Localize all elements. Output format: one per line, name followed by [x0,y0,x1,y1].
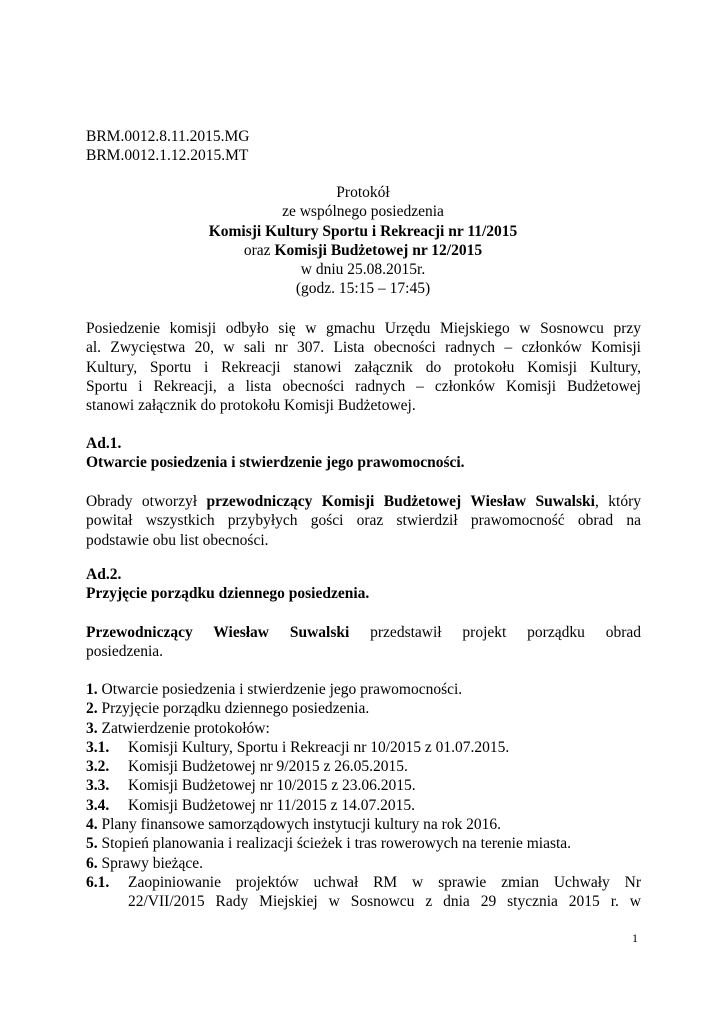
agenda-item [86,854,641,873]
reference-numbers [86,127,249,166]
title-line: ze wspólnego posiedzenia [282,203,444,221]
agenda-item [86,680,641,699]
paragraph-line: al. Zwycięstwa 20, w sali nr 307. Lista obecności radnych – członków Komisji [86,339,641,357]
agenda-number: 3.3. [86,777,110,795]
reference-number: BRM.0012.1.12.2015.MT [86,147,249,165]
text-span: przedstawił projekt porządku obrad [349,624,641,641]
agenda-subitem [86,873,641,912]
agenda-number: 4. [86,816,98,834]
ad2-paragraph [86,623,641,662]
agenda-text: Komisji Kultury, Sportu i Rekreacji nr 10/2015 z 01.07.2015. [128,738,510,756]
agenda-subitem [86,776,641,795]
paragraph-line: Posiedzenie komisji odbyło się w gmachu Urzędu Miejskiego w Sosnowcu przy [86,320,641,337]
agenda-list [86,680,641,912]
paragraph-line [86,623,641,642]
title-prefix: oraz [243,241,275,259]
intro-paragraph [86,319,641,415]
agenda-text-line: 22/VII/2015 Rady Miejskiej w Sosnowcu z dnia 29 stycznia 2015 r. w [128,893,641,911]
agenda-text: Komisji Budżetowej nr 9/2015 z 26.05.2015. [128,758,408,776]
chairman-name: Przewodniczący Wiesław Suwalski [86,624,350,641]
text-span: , który [594,493,641,510]
section-title: Przyjęcie porządku dziennego posiedzenia. [86,585,370,603]
agenda-number: 5. [86,835,98,853]
title-hours: (godz. 15:15 – 17:45) [295,280,431,298]
section-label: Ad.2. [86,566,122,583]
text-span: Obrady otworzył [86,493,207,510]
agenda-subitem [86,796,641,815]
page-number: 1 [632,931,638,945]
paragraph-line: Kultury, Sportu i Rekreacji stanowi załącznik do protokołu Komisji Kultury, [86,358,641,376]
title-committee-budget [86,241,640,260]
agenda-number: 6. [86,854,98,872]
agenda-number: 6.1. [86,873,110,891]
agenda-number: 3.1. [86,738,110,756]
title-budget-bold: Komisji Budżetowej nr 12/2015 [274,241,483,259]
title-line: Protokół [336,184,390,201]
agenda-number: 3.2. [86,758,110,776]
agenda-text: Komisji Budżetowej nr 10/2015 z 23.06.2015. [128,777,416,795]
agenda-item [86,699,641,718]
agenda-subitem [86,738,641,757]
ad2-heading [86,565,369,604]
agenda-text: Stopień planowania i realizacji ścieżek i tras rowerowych na terenie miasta. [101,835,572,853]
agenda-item [86,815,641,834]
agenda-text: Plany finansowe samorządowych instytucji kultury na rok 2016. [101,816,501,834]
section-label: Ad.1. [86,435,122,452]
protocol-title [86,183,640,299]
title-committee-culture: Komisji Kultury Sportu i Rekreacji nr 11/2015 [208,222,518,240]
agenda-number: 3.4. [86,796,110,814]
agenda-item [86,719,641,738]
reference-number: BRM.0012.8.11.2015.MG [86,128,250,145]
paragraph-line: stanowi załącznik do protokołu Komisji Budżetowej. [86,397,416,415]
agenda-number: 3. [86,719,98,737]
section-title: Otwarcie posiedzenia i stwierdzenie jego prawomocności. [86,454,465,472]
ad1-paragraph [86,492,641,550]
agenda-text: Otwarcie posiedzenia i stwierdzenie jego prawomocności. [101,681,463,698]
agenda-text: Komisji Budżetowej nr 11/2015 z 14.07.2015. [128,796,416,814]
agenda-text-line: Zaopiniowanie projektów uchwał RM w sprawie zmian Uchwały Nr [128,873,641,891]
agenda-text: Przyjęcie porządku dziennego posiedzenia. [101,700,370,718]
agenda-text: Sprawy bieżące. [101,854,204,872]
paragraph-line: powitał wszystkich przybyłych gości oraz stwierdził prawomocność obrad na [86,512,641,530]
agenda-item [86,834,641,853]
agenda-text-block [128,873,641,912]
agenda-subitem [86,757,641,776]
paragraph-line: posiedzenia. [86,643,164,661]
agenda-text: Zatwierdzenie protokołów: [101,719,270,737]
agenda-number: 1. [86,681,98,698]
paragraph-line: podstawie obu list obecności. [86,531,269,549]
agenda-number: 2. [86,700,98,718]
paragraph-line [86,492,641,511]
chairman-name: przewodniczący Komisji Budżetowej Wiesław Suwalski [206,493,595,510]
title-date: w dniu 25.08.2015r. [300,261,426,279]
ad1-heading [86,434,465,473]
paragraph-line: Sportu i Rekreacji, a lista obecności radnych – członków Komisji Budżetowej [86,377,641,395]
